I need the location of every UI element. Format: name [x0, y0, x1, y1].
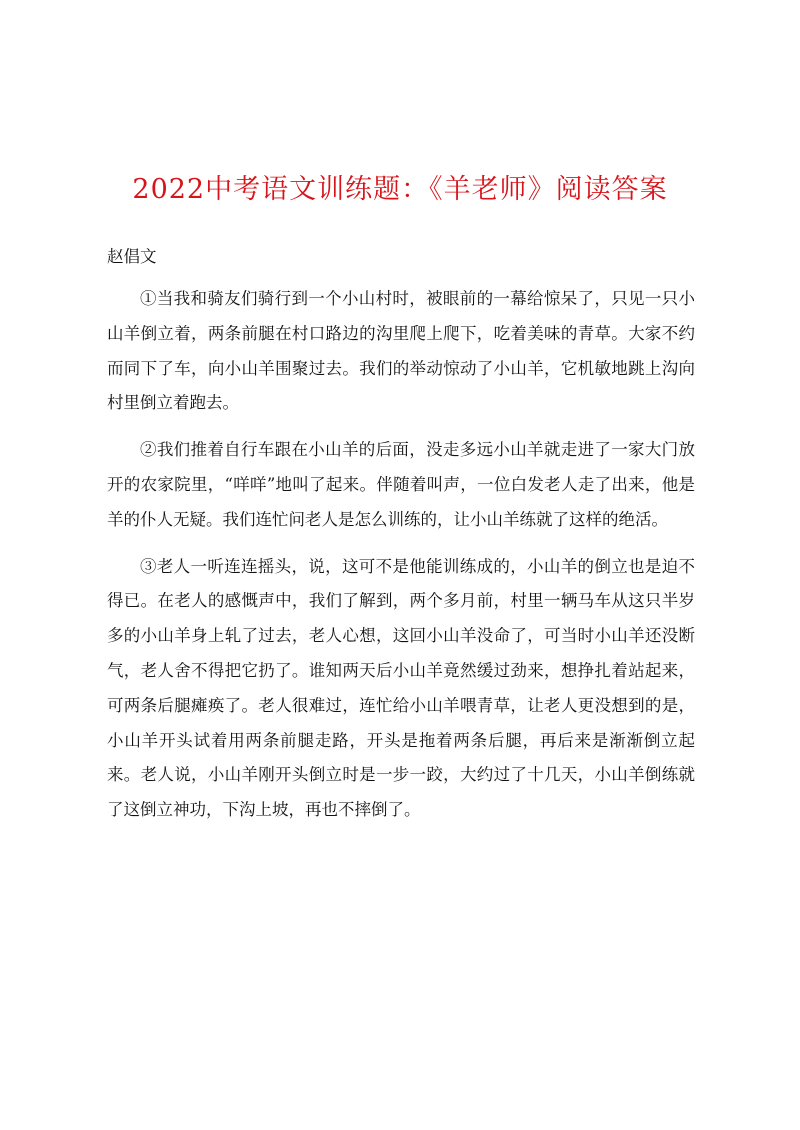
document-title: 2022中考语文训练题：《羊老师》阅读答案: [132, 174, 668, 205]
paragraph-2: ②我们推着自行车跟在小山羊的后面，没走多远小山羊就走进了一家大门放开的农家院里，“咩咩”地叫了起来。伴随着叫声，一位白发老人走了出来，他是羊的仆人无疑。我们连忙问老人是怎么训练的，让小山羊练就了这样的绝活。: [107, 440, 695, 529]
article-body: [107, 282, 695, 840]
paragraph-3: ③老人一听连连摇头，说，这可不是他能训练成的，小山羊的倒立也是迫不得已。在老人的感慨声中，我们了解到，两个多月前，村里一辆马车从这只半岁多的小山羊身上轧了过去，老人心想，这回小山羊没命了，可当时小山羊还没断气，老人舍不得把它扔了。谁知两天后小山羊竟然缓过劲来，想挣扎着站起来，可两条后腿瘫痪了。老人很难过，连忙给小山羊喂青草，让老人更没想到的是，小山羊开头试着用两条前腿走路，开头是拖着两条后腿，再后来是渐渐倒立起来。老人说，小山羊刚开头倒立时是一步一跤，大约过了十几天，小山羊倒练就了这倒立神功，下沟上坡，再也不摔倒了。: [107, 556, 695, 820]
author-name: 赵倡文: [107, 247, 157, 266]
paragraph-1: ①当我和骑友们骑行到一个小山村时，被眼前的一幕给惊呆了，只见一只小山羊倒立着，两条前腿在村口路边的沟里爬上爬下，吃着美味的青草。大家不约而同下了车，向小山羊围聚过去。我们的举动惊动了小山羊，它机敏地跳上沟向村里倒立着跑去。: [107, 289, 695, 413]
